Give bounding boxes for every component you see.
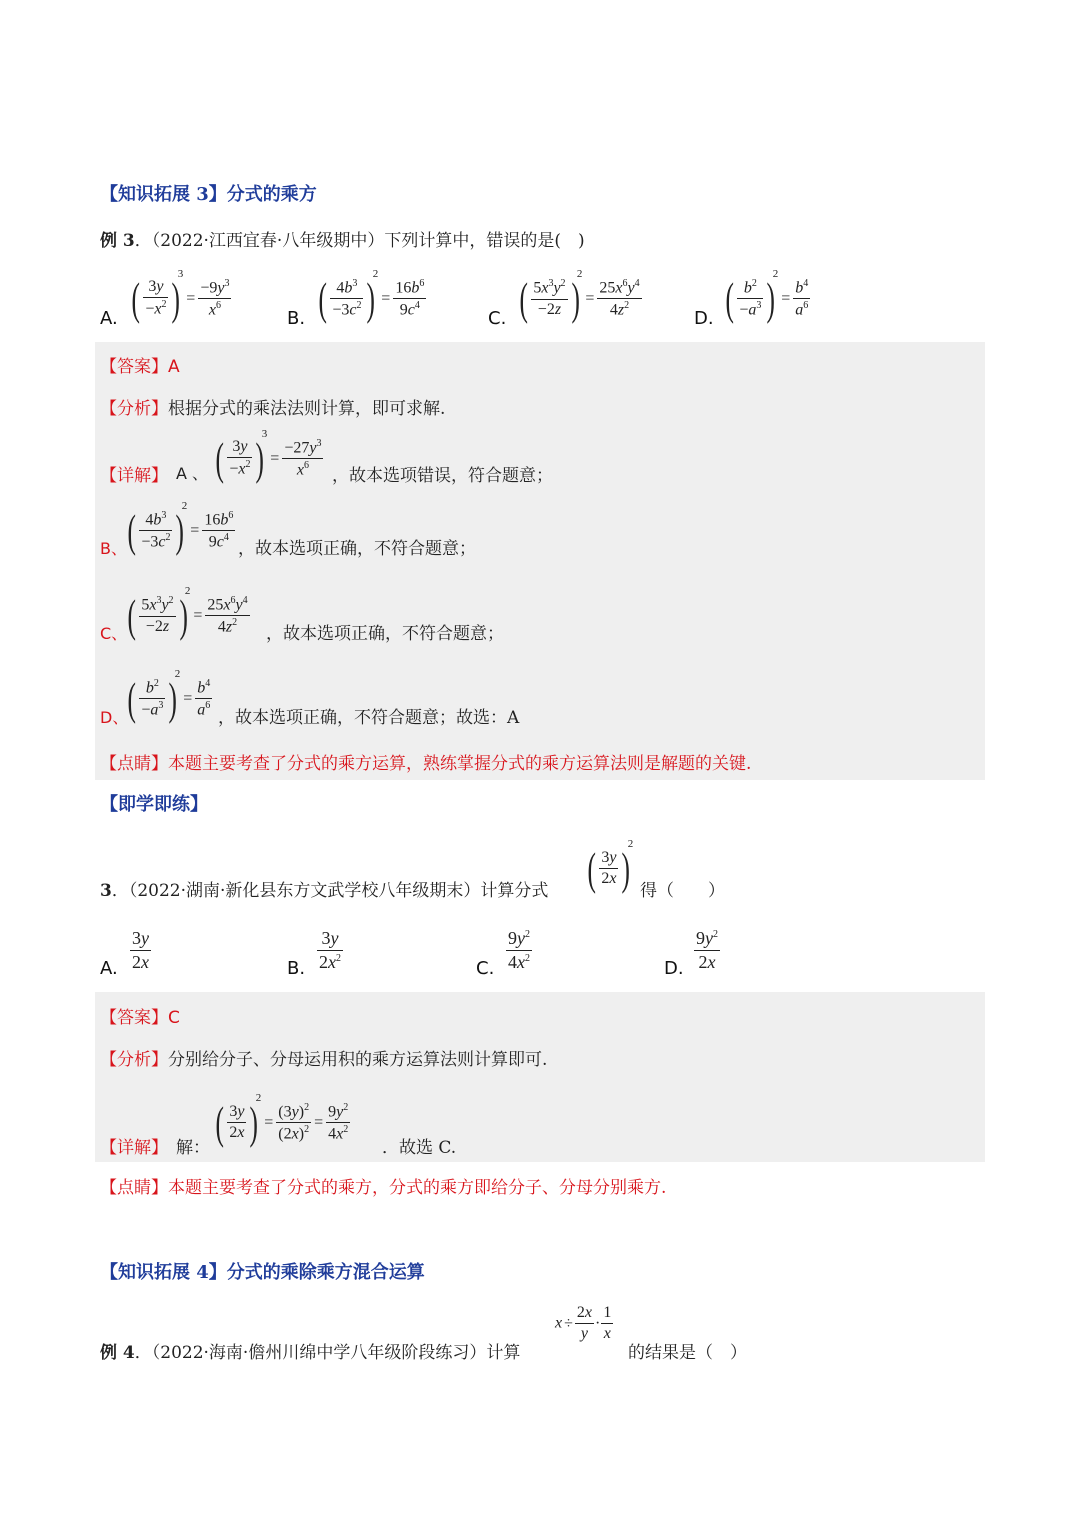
option-label: C. [476,958,495,979]
analysis-line [100,394,445,419]
section-heading-4 [100,1258,425,1284]
practice-heading [100,790,208,816]
option-label: A. [100,958,118,979]
formula: ( $\frac{4b^3}{-3c^2}$ )$^2$= $\frac{16b^6}{9c^4}$ [318,268,425,324]
section-bracket: 【知识拓展 3】 [100,184,227,205]
detail-prefix: C、 [100,624,128,643]
analysis-line [100,1045,547,1070]
answer-tag: 【答案】 [100,357,168,377]
detail-tag: 【详解】 [100,466,168,486]
formula: $\frac{9y^2}{4x^2}$ [508,928,530,972]
formula: $\frac{3y}{2x}$ [132,928,149,972]
example-label: 例 3 [100,231,135,251]
answer-tag: 【答案】 [100,1008,168,1028]
example-text-after: 的结果是（ ） [628,1343,747,1363]
formula: ( $\frac{3y}{2x}$ )$^2$= $\frac{(3y)^2}{(2x)^2}$ = $\frac{9y^2}{4x^2}$ [215,1092,349,1148]
remark-text: 本题主要考查了分式的乘方运算，熟练掌握分式的乘方运算法则是解题的关键. [168,754,752,774]
section-bracket: 【知识拓展 4】 [100,1262,227,1283]
option-label: B. [287,958,306,979]
remark-line [100,749,751,774]
detail-line [100,1092,800,1158]
formula: ( $\frac{b^2}{-a^3}$ )$^2$= $\frac{b^4}{a^6}$ [127,668,211,724]
section-title: 分式的乘方 [226,184,317,205]
detail-suffix: ，故本选项正确，不符合题意； [238,539,476,559]
option-label: C. [488,308,507,329]
analysis-text: 分别给分子、分母运用积的乘方运算法则计算即可. [168,1050,548,1070]
answer-line [100,352,180,377]
detail-tag: 【详解】 [100,1138,168,1158]
answer-line [100,1003,180,1028]
question-3-stem [100,838,980,901]
example-text: ．（2022·江西宜春·八年级期中）下列计算中，错误的是( ) [134,231,585,251]
formula: x ÷ $\frac{2x}{y}$ · $\frac{1}{x}$ [555,1304,612,1342]
remark-tag: 【点睛】 [100,1178,168,1198]
remark-text: 本题主要考查了分式的乘方，分式的乘方即给分子、分母分别乘方. [168,1178,667,1198]
option-label: A. [100,308,118,329]
example-3-stem [100,226,585,251]
option-label: B. [287,308,306,329]
formula: $\frac{9y^2}{2x}$ [696,928,718,972]
detail-suffix: ，故本选项错误，符合题意； [332,466,553,486]
formula: ( $\frac{5x^3y^2}{-2z}$ )$^2$= $\frac{25x^6y^4}{4z^2}$ [519,268,640,324]
analysis-tag: 【分析】 [100,399,168,419]
formula: ( $\frac{3y}{-x^2}$ )$^3$= $\frac{-9y^3}{x^6}$ [131,268,230,324]
practice-title: 【即学即练】 [100,794,208,815]
detail-prefix: B、 [100,539,127,558]
example-4-stem [100,1300,980,1370]
formula: ( $\frac{3y}{2x}$ )$^2$ [587,838,634,894]
detail-suffix: ，故本选项正确，不符合题意；故选：A [218,708,520,728]
answer-value: C [168,1008,180,1028]
analysis-text: 根据分式的乘法法则计算，即可求解. [168,399,446,419]
remark-tag: 【点睛】 [100,754,168,774]
formula: ( $\frac{4b^3}{-3c^2}$ )$^2$= $\frac{16b^6}{9c^4}$ [127,500,234,556]
formula: ( $\frac{5x^3y^2}{-2z}$ )$^2$= $\frac{25x^6y^4}{4z^2}$ [127,585,248,641]
analysis-tag: 【分析】 [100,1050,168,1070]
detail-suffix: ，故本选项正确，不符合题意； [266,624,504,644]
option-label: D. [694,308,714,329]
question-text: ．（2022·湖南·新化县东方文武学校八年级期末）计算分式 [111,881,549,901]
detail-prefix: A 、 [176,464,209,483]
section-heading-3 [100,180,317,206]
detail-suffix: ．故选 C. [382,1138,457,1158]
remark-line [100,1173,666,1198]
option-label: D. [664,958,684,979]
section-title: 分式的乘除乘方混合运算 [226,1262,425,1283]
detail-prefix: D、 [100,708,129,727]
example-text: ．（2022·海南·儋州川绵中学八年级阶段练习）计算 [134,1343,521,1363]
answer-value: A [168,357,180,377]
question-number: 3 [100,881,112,901]
formula: ( $\frac{3y}{-x^2}$ )$^3$= $\frac{-27y^3}{x^6}$ [215,428,322,484]
detail-prefix: 解： [176,1138,210,1158]
question-text-after: 得（ ） [640,881,725,901]
formula: $\frac{3y}{2x^2}$ [319,928,341,972]
example-label: 例 4 [100,1343,135,1363]
formula: ( $\frac{b^2}{-a^3}$ )$^2$= $\frac{b^4}{a^6}$ [725,268,809,324]
